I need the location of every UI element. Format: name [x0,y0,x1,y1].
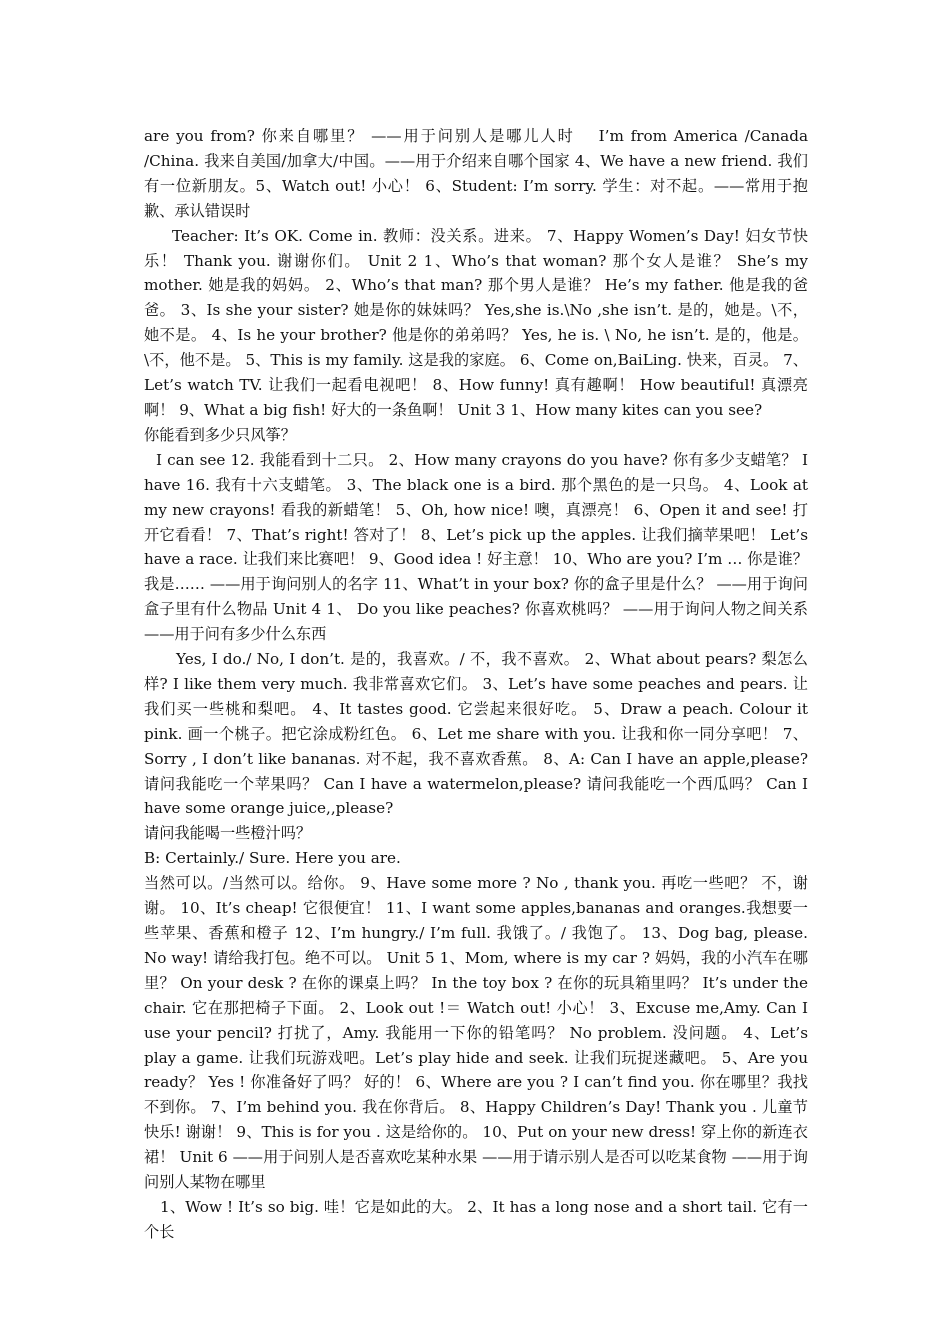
paragraph-unit2-unit3: Teacher: It’s OK. Come in. 教师：没关系。进来。 7、Happy Women’s Day! 妇女节快乐！ Thank you. 谢谢你们。 Unit 2 1、Who’s that woman? 那个女人是谁？ She’s my mother. 她是我的妈妈。 2、Who’s that man? 那个男人是谁？ He’s my father. 他是我的爸爸。 3、Is she your sister? 她是你的妹妹吗？ Yes,she is.\No ,she isn’t. 是的，她是。\不，她不是。 4、Is he your brother? 他是你的弟弟吗？ Yes, he is. \ No, he isn’t. 是的，他是。\不，他不是。 5、This is my family. 这是我的家庭。 6、Come on,BaiLing. 快来，百灵。 7、Let’s watch TV. 让我们一起看电视吧！ 8、How funny! 真有趣啊！ How beautiful! 真漂亮啊！ 9、What a big fish! 好大的一条鱼啊！ Unit 3 1、How many kites can you see? [144,226,808,419]
paragraph-unit4-body: Yes, I do./ No, I don’t. 是的，我喜欢。/ 不，我不喜欢。 2、What about pears? 梨怎么样? I like them very much. 我非常喜欢它们。 3、Let’s have some peaches and pears. 让我们买一些桃和梨吧。 4、It tastes good. 它尝起来很好吃。 5、Draw a peach. Colour it pink. 画一个桃子。把它涂成粉红色。 6、Let me share with you. 让我和你一同分享吧！ 7、 Sorry , I don’t like bananas. 对不起，我不喜欢香蕉。 8、A: Can I have an apple,please? 请问我能吃一个苹果吗？ Can I have a watermelon,please? 请问我能吃一个西瓜吗？ Can I have some orange juice,,please? [144,650,808,818]
document-page [144,124,808,1245]
paragraph-certainly: B: Certainly./ Sure. Here you are. [144,849,401,868]
paragraph-orange-juice-translation: 请问我能喝一些橙汁吗？ [144,824,312,843]
paragraph-unit6-start: 1、Wow ! It’s so big. 哇！它是如此的大。 2、It has a long nose and a short tail. 它有一个长 [144,1197,808,1241]
paragraph-kites-translation: 你能看到多少只风筝？ [144,425,296,444]
paragraph-unit3-unit4: I can see 12. 我能看到十二只。 2、How many crayons do you have? 你有多少支蜡笔？ I have 16. 我有十六支蜡笔。 3、The black one is a bird. 那个黑色的是一只鸟。 4、Look at my new crayons! 看我的新蜡笔！ 5、Oh, how nice! 噢，真漂亮！ 6、Open it and see! 打开它看看！ 7、That’s right! 答对了！ 8、Let’s pick up the apples. 让我们摘苹果吧！ Let’s have a race. 让我们来比赛吧！ 9、Good idea ! 好主意！ 10、Who are you? I’m … 你是谁？ 我是…… ——用于询问别人的名字 11、What’t in your box? 你的盒子里是什么？ ——用于询问盒子里有什么物品 Unit 4 1、 Do you like peaches? 你喜欢桃吗？ ——用于询问人物之间关系 ——用于问有多少什么东西 [144,450,808,644]
paragraph-unit4-unit5-unit6: 当然可以。/当然可以。给你。 9、Have some more ? No , thank you. 再吃一些吧？ 不，谢谢。 10、It’s cheap! 它很便宜！ 11、I want some apples,bananas and oranges.我想要一些苹果、香蕉和橙子 12、I’m hungry./ I’m full. 我饿了。/ 我饱了。 13、Dog bag, please. No way! 请给我打包。绝不可以。 Unit 5 1、Mom, where is my car ? 妈妈，我的小汽车在哪里？ On your desk ? 在你的课桌上吗？ In the toy box ? 在你的玩具箱里吗？ It’s under the chair. 它在那把椅子下面。 2、Look out !＝ Watch out! 小心！ 3、Excuse me,Amy. Can I use your pencil? 打扰了，Amy. 我能用一下你的铅笔吗？ No problem. 没问题。 4、Let’s play a game. 让我们玩游戏吧。Let’s play hide and seek. 让我们玩捉迷藏吧。 5、Are you ready？ Yes ! 你准备好了吗？ 好的！ 6、Where are you ? I can’t find you. 你在哪里？我找不到你。 7、I’m behind you. 我在你背后。 8、Happy Children’s Day! Thank you . 儿童节快乐! 谢谢！ 9、This is for you . 这是给你的。 10、Put on your new dress! 穿上你的新连衣裙！ Unit 6 ——用于问别人是否喜欢吃某种水果 ——用于请示别人是否可以吃某食物 ——用于询问别人某物在哪里 [144,874,808,1192]
paragraph-unit1-end: are you from? 你来自哪里？ ——用于问别人是哪儿人时 I’m from America /Canada /China. 我来自美国/加拿大/中国。——用于介绍来自哪个国家 4、We have a new friend. 我们有一位新朋友。5、Watch out! 小心！ 6、Student: I’m sorry. 学生：对不起。——常用于抱歉、承认错误时 [144,127,808,220]
